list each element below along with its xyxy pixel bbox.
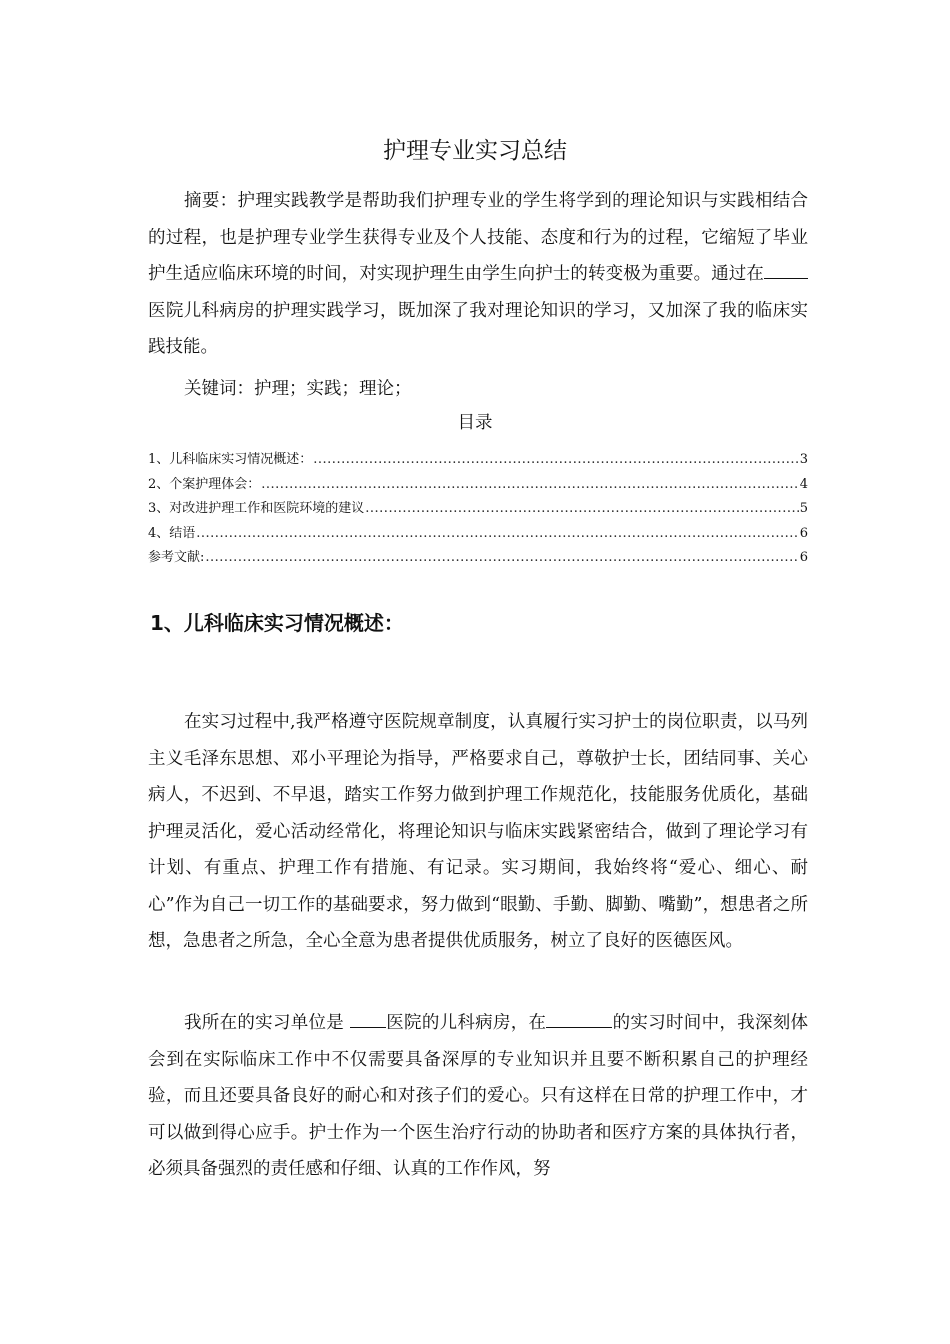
toc-entry-label: 4、结语 <box>148 525 196 541</box>
abstract-text-after-blank: 医院儿科病房的护理实践学习，既加深了我对理论知识的学习，又加深了我的临床实践技能。 <box>148 300 808 357</box>
toc-leader-dots <box>205 548 798 568</box>
toc-entry-label: 3、对改进护理工作和医院环境的建议 <box>148 501 365 516</box>
toc-entry-page: 6 <box>799 525 808 541</box>
fill-in-blank-hospital <box>350 1011 386 1028</box>
toc-entry-page: 3 <box>799 452 808 467</box>
paragraph-text: 医院的儿科病房，在 <box>385 1013 547 1033</box>
toc-leader-dots <box>365 499 798 519</box>
body-paragraph: 在实习过程中,我严格遵守医院规章制度，认真履行实习护士的岗位职责，以马列主义毛泽东思想、邓小平理论为指导，严格要求自己，尊敬护士长，团结同事、关心病人，不迟到、不早退，踏实工作努力做到护理工作规范化，技能服务优质化，基础护理灵活化，爱心活动经常化，将理论知识与临床实践紧密结合，做到了理论学习有计划、有重点、护理工作有措施、有记录。实习期间，我始终将“爱心、细心、耐心”作为自己一切工作的基础要求，努力做到“眼勤、手勤、脚勤、嘴勤”，想患者之所想，急患者之所急，全心全意为患者提供优质服务，树立了良好的医德医风。 <box>148 712 808 951</box>
abstract-paragraph <box>148 183 808 366</box>
toc-entry-label: 2、个案护理体会： <box>148 476 261 492</box>
document-title: 护理专业实习总结 <box>383 138 567 164</box>
body-paragraph <box>148 1005 808 1188</box>
toc-leader-dots <box>313 450 798 470</box>
toc-entry[interactable] <box>148 499 808 524</box>
section-heading: 1、儿科临床实习情况概述： <box>150 611 404 635</box>
paragraph-text: 的实习时间中，我深刻体会到在实际临床工作中不仅需要具备深厚的专业知识并且要不断积累自己的护理经验，而且还要具备良好的耐心和对孩子们的爱心。只有这样在日常的护理工作中，才可以做到得心应手。护士作为一个医生治疗行动的协助者和医疗方案的具体执行者，必须具备强烈的责任感和仔细、认真的工作作风，努 <box>148 1013 809 1179</box>
toc-heading: 目录 <box>457 413 493 433</box>
toc-entry[interactable] <box>148 524 808 549</box>
paragraph-text: 我所在的实习单位是 <box>184 1013 350 1033</box>
toc-leader-dots <box>261 475 798 495</box>
table-of-contents <box>148 450 808 573</box>
toc-entry[interactable] <box>148 450 808 475</box>
keywords-line: 关键词：护理；实践；理论； <box>184 379 412 399</box>
toc-entry-page: 6 <box>799 550 808 565</box>
fill-in-blank-hospital <box>764 262 808 279</box>
toc-entry[interactable] <box>148 475 808 500</box>
fill-in-blank-duration <box>546 1011 612 1028</box>
toc-entry-page: 5 <box>799 501 808 516</box>
abstract-text-before-blank: 摘要：护理实践教学是帮助我们护理专业的学生将学到的理论知识与实践相结合的过程，也是护理专业学生获得专业及个人技能、态度和行为的过程，它缩短了毕业护生适应临床环境的时间，对实现护理生由学生向护士的转变极为重要。通过在 <box>148 191 808 284</box>
toc-entry-label: 参考文献: <box>148 550 205 565</box>
toc-entry-page: 4 <box>799 476 808 492</box>
toc-entry[interactable] <box>148 548 808 573</box>
toc-leader-dots <box>196 524 798 544</box>
toc-entry-label: 1、儿科临床实习情况概述： <box>148 452 313 467</box>
